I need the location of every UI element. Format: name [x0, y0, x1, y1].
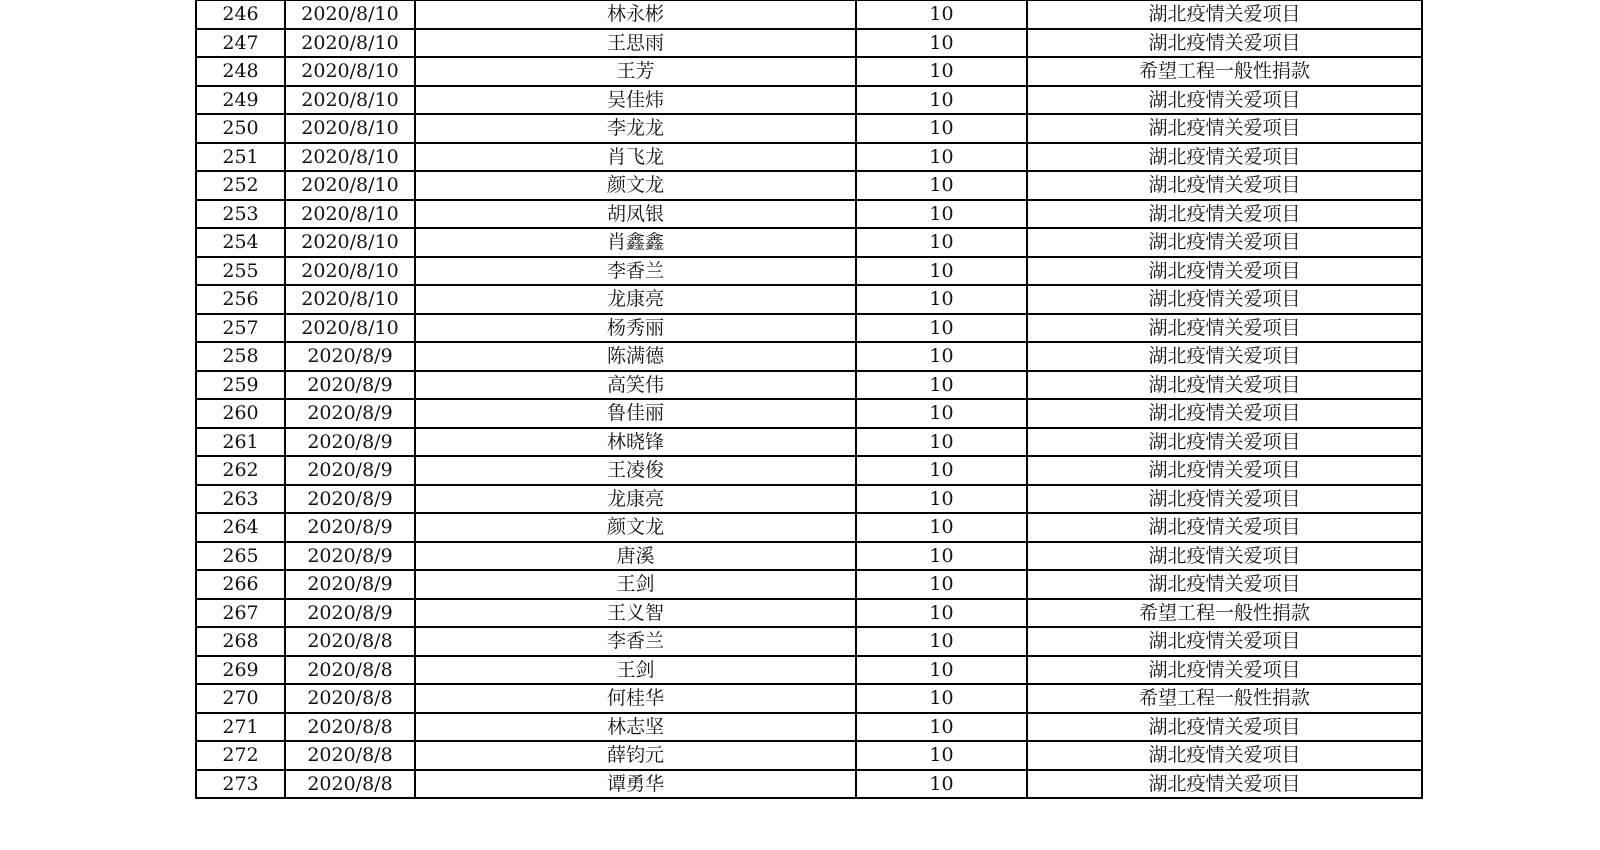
project-cell: 希望工程一般性捐款	[1027, 57, 1422, 86]
donor-name-cell: 李龙龙	[415, 114, 856, 143]
row-number-cell: 249	[196, 86, 285, 115]
table-row	[196, 485, 1422, 514]
amount-cell: 10	[856, 314, 1027, 343]
row-number-cell: 261	[196, 428, 285, 457]
project-cell: 湖北疫情关爱项目	[1027, 114, 1422, 143]
amount-cell: 10	[856, 143, 1027, 172]
table-row	[196, 86, 1422, 115]
project-cell: 湖北疫情关爱项目	[1027, 741, 1422, 770]
donor-name-cell: 林永彬	[415, 0, 856, 29]
amount-cell: 10	[856, 485, 1027, 514]
row-number-cell: 253	[196, 200, 285, 229]
date-cell: 2020/8/8	[285, 713, 415, 742]
date-cell: 2020/8/8	[285, 684, 415, 713]
date-cell: 2020/8/9	[285, 599, 415, 628]
table-row	[196, 114, 1422, 143]
amount-cell: 10	[856, 86, 1027, 115]
project-cell: 湖北疫情关爱项目	[1027, 770, 1422, 799]
donor-name-cell: 谭勇华	[415, 770, 856, 799]
amount-cell: 10	[856, 399, 1027, 428]
amount-cell: 10	[856, 228, 1027, 257]
project-cell: 湖北疫情关爱项目	[1027, 456, 1422, 485]
amount-cell: 10	[856, 570, 1027, 599]
amount-cell: 10	[856, 599, 1027, 628]
project-cell: 湖北疫情关爱项目	[1027, 200, 1422, 229]
table-row	[196, 0, 1422, 29]
date-cell: 2020/8/10	[285, 257, 415, 286]
donor-name-cell: 杨秀丽	[415, 314, 856, 343]
project-cell: 湖北疫情关爱项目	[1027, 542, 1422, 571]
amount-cell: 10	[856, 456, 1027, 485]
amount-cell: 10	[856, 29, 1027, 58]
table-row	[196, 399, 1422, 428]
project-cell: 湖北疫情关爱项目	[1027, 285, 1422, 314]
date-cell: 2020/8/9	[285, 542, 415, 571]
table-row	[196, 542, 1422, 571]
project-cell: 湖北疫情关爱项目	[1027, 342, 1422, 371]
project-cell: 湖北疫情关爱项目	[1027, 627, 1422, 656]
table-row	[196, 741, 1422, 770]
amount-cell: 10	[856, 342, 1027, 371]
project-cell: 湖北疫情关爱项目	[1027, 713, 1422, 742]
row-number-cell: 246	[196, 0, 285, 29]
row-number-cell: 257	[196, 314, 285, 343]
row-number-cell: 270	[196, 684, 285, 713]
amount-cell: 10	[856, 656, 1027, 685]
donor-name-cell: 肖鑫鑫	[415, 228, 856, 257]
table-row	[196, 314, 1422, 343]
row-number-cell: 268	[196, 627, 285, 656]
project-cell: 湖北疫情关爱项目	[1027, 371, 1422, 400]
project-cell: 湖北疫情关爱项目	[1027, 86, 1422, 115]
donor-name-cell: 鲁佳丽	[415, 399, 856, 428]
table-row	[196, 428, 1422, 457]
project-cell: 湖北疫情关爱项目	[1027, 257, 1422, 286]
amount-cell: 10	[856, 741, 1027, 770]
donor-name-cell: 薛钧元	[415, 741, 856, 770]
date-cell: 2020/8/10	[285, 171, 415, 200]
table-row	[196, 171, 1422, 200]
row-number-cell: 267	[196, 599, 285, 628]
date-cell: 2020/8/9	[285, 371, 415, 400]
table-row	[196, 684, 1422, 713]
row-number-cell: 265	[196, 542, 285, 571]
amount-cell: 10	[856, 542, 1027, 571]
table-row	[196, 342, 1422, 371]
project-cell: 湖北疫情关爱项目	[1027, 513, 1422, 542]
table-row	[196, 599, 1422, 628]
date-cell: 2020/8/10	[285, 57, 415, 86]
date-cell: 2020/8/8	[285, 627, 415, 656]
date-cell: 2020/8/8	[285, 656, 415, 685]
table-row	[196, 57, 1422, 86]
donor-name-cell: 龙康亮	[415, 285, 856, 314]
project-cell: 湖北疫情关爱项目	[1027, 570, 1422, 599]
row-number-cell: 263	[196, 485, 285, 514]
row-number-cell: 255	[196, 257, 285, 286]
row-number-cell: 247	[196, 29, 285, 58]
date-cell: 2020/8/10	[285, 143, 415, 172]
date-cell: 2020/8/9	[285, 570, 415, 599]
donor-name-cell: 林志坚	[415, 713, 856, 742]
date-cell: 2020/8/9	[285, 513, 415, 542]
date-cell: 2020/8/10	[285, 285, 415, 314]
table-row	[196, 143, 1422, 172]
row-number-cell: 259	[196, 371, 285, 400]
row-number-cell: 260	[196, 399, 285, 428]
amount-cell: 10	[856, 428, 1027, 457]
amount-cell: 10	[856, 0, 1027, 29]
table-row	[196, 371, 1422, 400]
table-row	[196, 656, 1422, 685]
donor-name-cell: 高笑伟	[415, 371, 856, 400]
donor-name-cell: 李香兰	[415, 257, 856, 286]
table-row	[196, 257, 1422, 286]
table-row	[196, 770, 1422, 799]
amount-cell: 10	[856, 713, 1027, 742]
table-row	[196, 713, 1422, 742]
date-cell: 2020/8/10	[285, 314, 415, 343]
row-number-cell: 271	[196, 713, 285, 742]
date-cell: 2020/8/10	[285, 0, 415, 29]
date-cell: 2020/8/10	[285, 114, 415, 143]
donor-name-cell: 王思雨	[415, 29, 856, 58]
donor-name-cell: 王凌俊	[415, 456, 856, 485]
donor-name-cell: 林晓锋	[415, 428, 856, 457]
date-cell: 2020/8/10	[285, 228, 415, 257]
project-cell: 湖北疫情关爱项目	[1027, 428, 1422, 457]
date-cell: 2020/8/9	[285, 342, 415, 371]
row-number-cell: 269	[196, 656, 285, 685]
donor-name-cell: 王义智	[415, 599, 856, 628]
table-row	[196, 200, 1422, 229]
donor-name-cell: 王芳	[415, 57, 856, 86]
donor-name-cell: 唐溪	[415, 542, 856, 571]
project-cell: 希望工程一般性捐款	[1027, 684, 1422, 713]
amount-cell: 10	[856, 57, 1027, 86]
project-cell: 湖北疫情关爱项目	[1027, 656, 1422, 685]
table-row	[196, 570, 1422, 599]
project-cell: 湖北疫情关爱项目	[1027, 228, 1422, 257]
donor-name-cell: 何桂华	[415, 684, 856, 713]
amount-cell: 10	[856, 627, 1027, 656]
project-cell: 希望工程一般性捐款	[1027, 599, 1422, 628]
row-number-cell: 258	[196, 342, 285, 371]
date-cell: 2020/8/9	[285, 485, 415, 514]
donor-name-cell: 王剑	[415, 570, 856, 599]
project-cell: 湖北疫情关爱项目	[1027, 314, 1422, 343]
row-number-cell: 273	[196, 770, 285, 799]
project-cell: 湖北疫情关爱项目	[1027, 171, 1422, 200]
table-row	[196, 228, 1422, 257]
table-row	[196, 513, 1422, 542]
date-cell: 2020/8/10	[285, 86, 415, 115]
donor-name-cell: 吴佳炜	[415, 86, 856, 115]
donor-name-cell: 颜文龙	[415, 171, 856, 200]
row-number-cell: 251	[196, 143, 285, 172]
date-cell: 2020/8/10	[285, 29, 415, 58]
amount-cell: 10	[856, 257, 1027, 286]
date-cell: 2020/8/9	[285, 399, 415, 428]
project-cell: 湖北疫情关爱项目	[1027, 399, 1422, 428]
amount-cell: 10	[856, 114, 1027, 143]
row-number-cell: 250	[196, 114, 285, 143]
row-number-cell: 256	[196, 285, 285, 314]
row-number-cell: 266	[196, 570, 285, 599]
date-cell: 2020/8/8	[285, 770, 415, 799]
donor-name-cell: 胡凤银	[415, 200, 856, 229]
amount-cell: 10	[856, 285, 1027, 314]
date-cell: 2020/8/10	[285, 200, 415, 229]
donor-name-cell: 王剑	[415, 656, 856, 685]
row-number-cell: 254	[196, 228, 285, 257]
project-cell: 湖北疫情关爱项目	[1027, 0, 1422, 29]
table-row	[196, 285, 1422, 314]
donation-table	[195, 0, 1423, 799]
row-number-cell: 252	[196, 171, 285, 200]
amount-cell: 10	[856, 513, 1027, 542]
row-number-cell: 264	[196, 513, 285, 542]
project-cell: 湖北疫情关爱项目	[1027, 29, 1422, 58]
date-cell: 2020/8/9	[285, 428, 415, 457]
amount-cell: 10	[856, 770, 1027, 799]
table-row	[196, 627, 1422, 656]
donor-name-cell: 颜文龙	[415, 513, 856, 542]
row-number-cell: 262	[196, 456, 285, 485]
donor-name-cell: 肖飞龙	[415, 143, 856, 172]
donor-name-cell: 龙康亮	[415, 485, 856, 514]
donor-name-cell: 陈满德	[415, 342, 856, 371]
row-number-cell: 248	[196, 57, 285, 86]
row-number-cell: 272	[196, 741, 285, 770]
amount-cell: 10	[856, 200, 1027, 229]
table-row	[196, 456, 1422, 485]
project-cell: 湖北疫情关爱项目	[1027, 485, 1422, 514]
amount-cell: 10	[856, 371, 1027, 400]
amount-cell: 10	[856, 684, 1027, 713]
table-body	[196, 0, 1422, 798]
date-cell: 2020/8/8	[285, 741, 415, 770]
project-cell: 湖北疫情关爱项目	[1027, 143, 1422, 172]
date-cell: 2020/8/9	[285, 456, 415, 485]
amount-cell: 10	[856, 171, 1027, 200]
table-row	[196, 29, 1422, 58]
donor-name-cell: 李香兰	[415, 627, 856, 656]
